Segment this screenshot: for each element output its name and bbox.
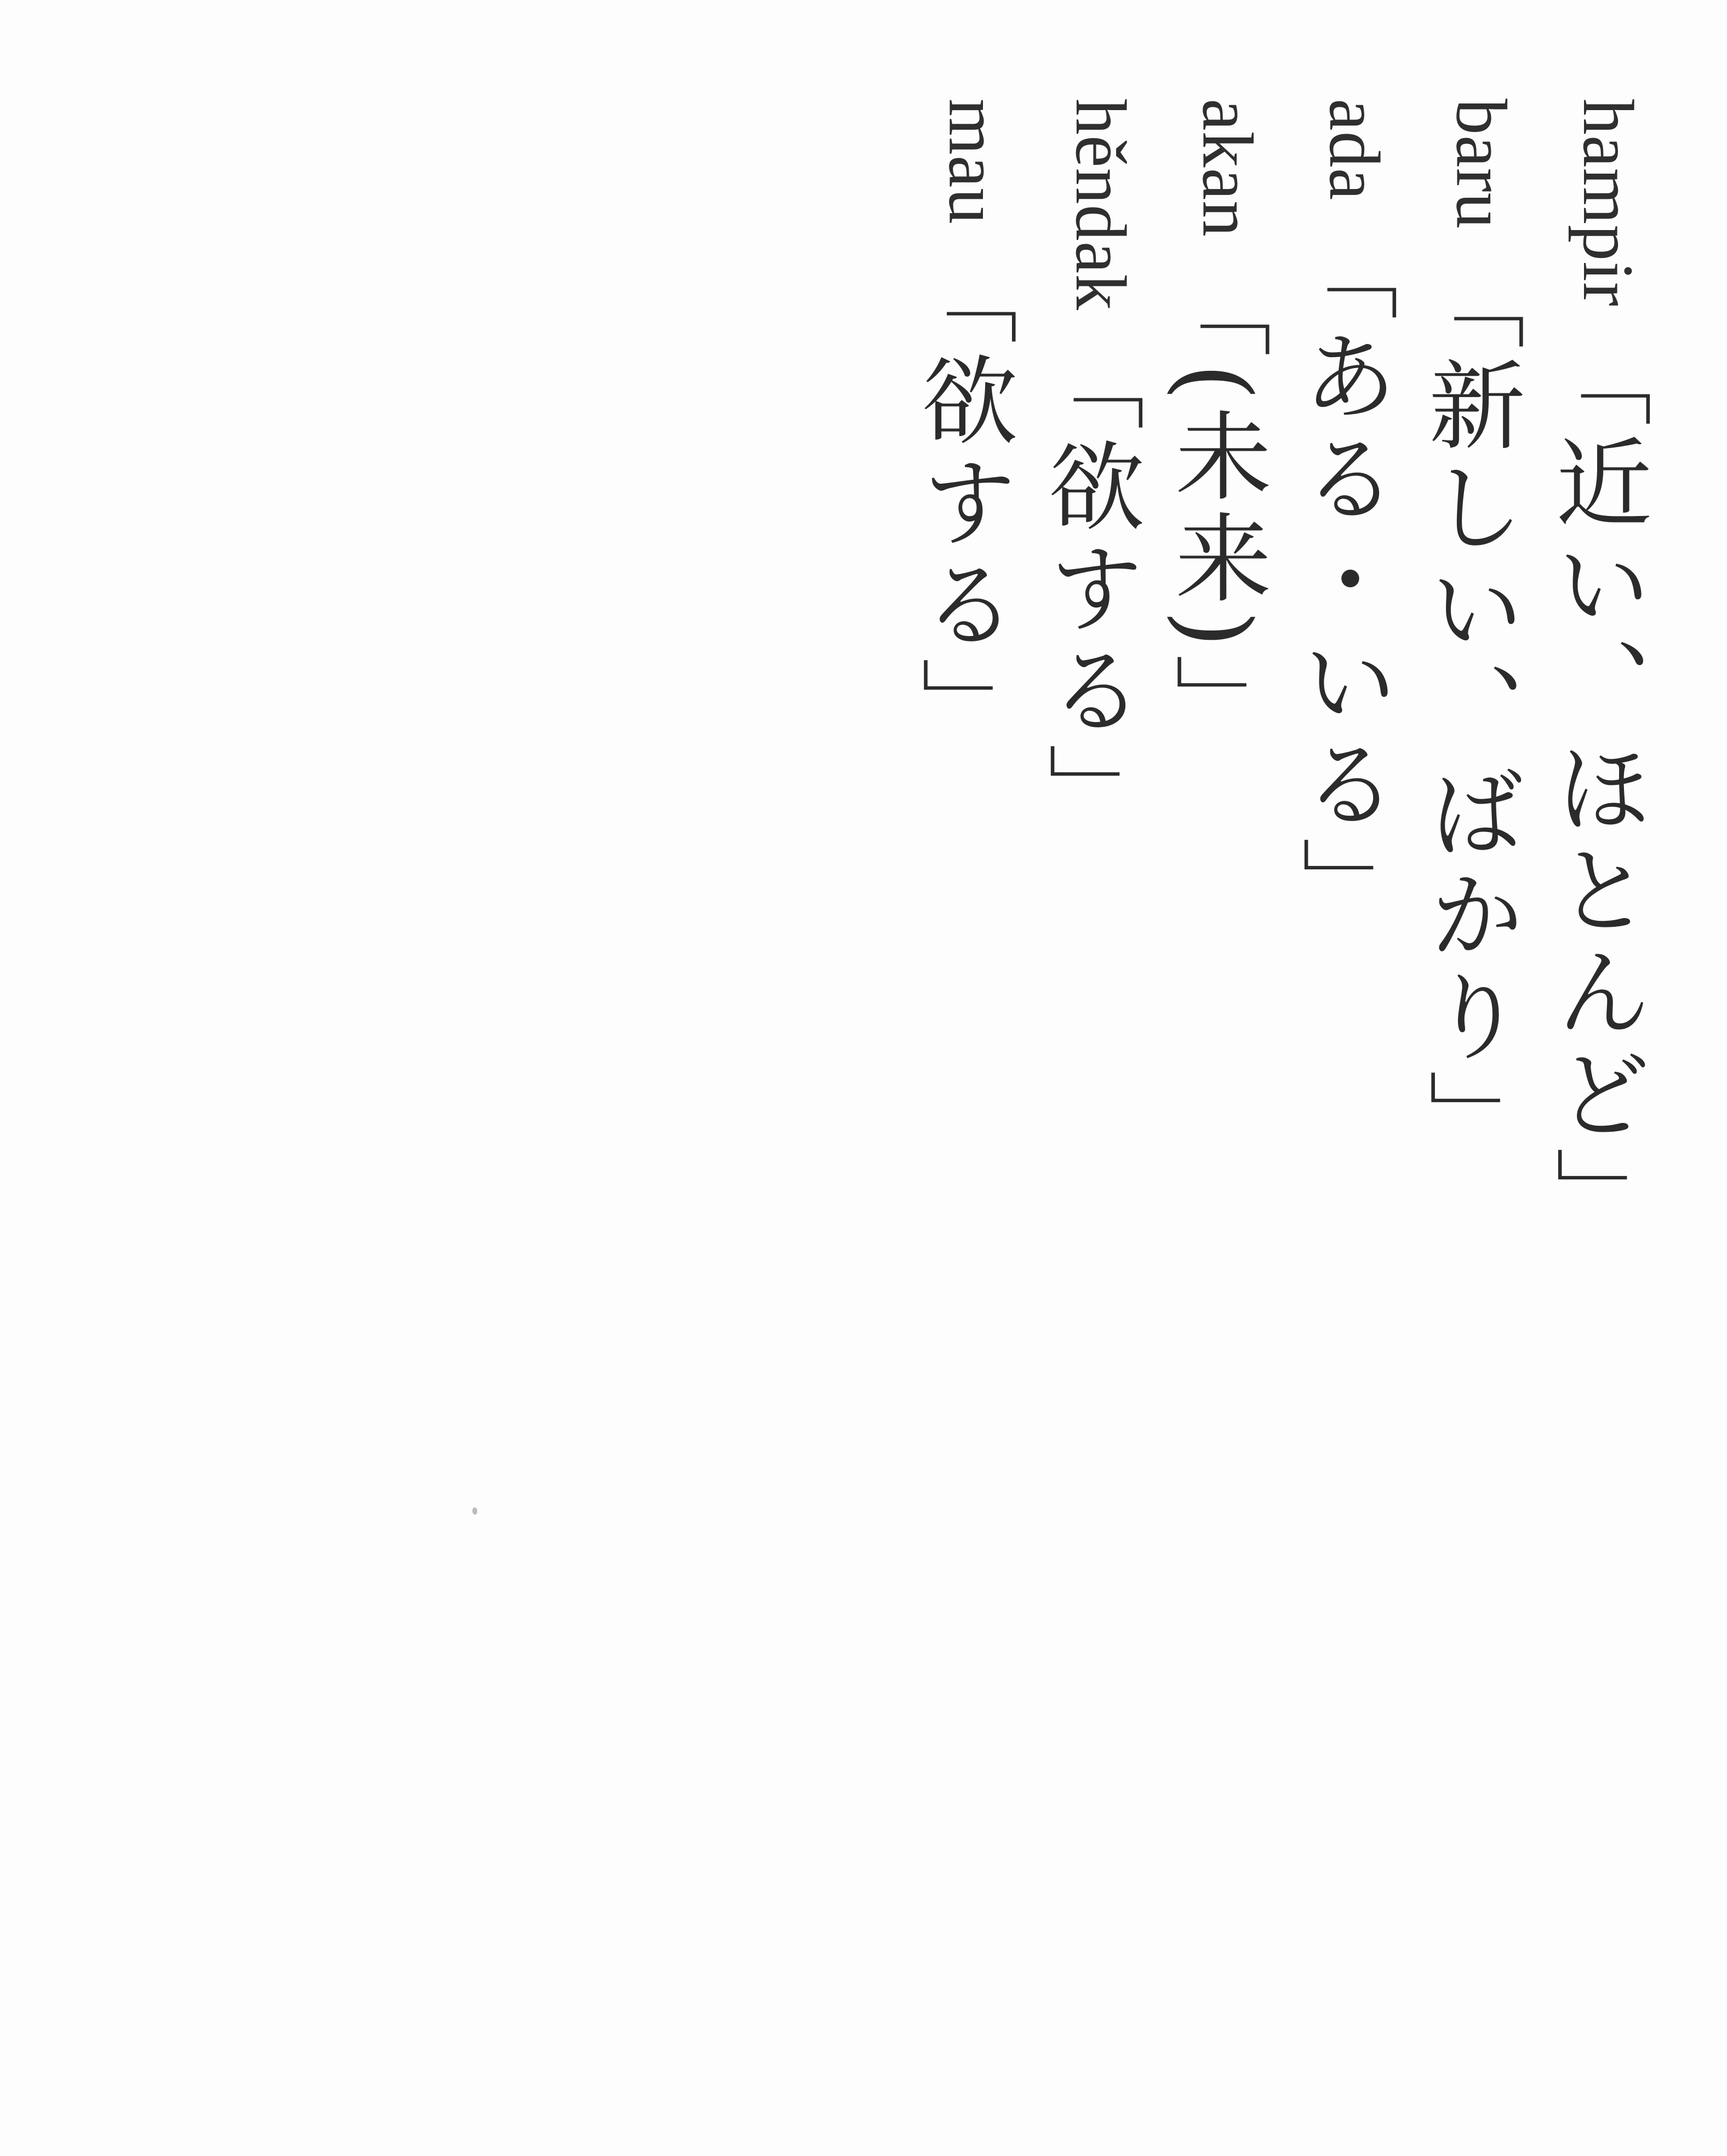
dictionary-entry xyxy=(1159,99,1272,2016)
dictionary-entry xyxy=(905,99,1018,2016)
entry-gloss: 「ある・いる」 xyxy=(1285,225,1398,938)
entry-gloss: 「近い、ほとんど」 xyxy=(1540,330,1652,1248)
ink-speck xyxy=(472,1507,477,1515)
entry-gloss: 「(未来)」 xyxy=(1159,261,1272,755)
entry-romaji: baru xyxy=(1441,99,1522,230)
dictionary-entry xyxy=(1413,99,1525,2016)
entry-romaji: ada xyxy=(1314,99,1395,201)
dictionary-entry xyxy=(1540,99,1652,2016)
entry-romaji: akan xyxy=(1187,99,1268,238)
entry-gloss: 「新しい、ばかり」 xyxy=(1413,253,1525,1171)
entry-gloss: 「欲する」 xyxy=(1032,335,1145,845)
dictionary-entry xyxy=(1032,99,1145,2016)
entry-romaji: mau xyxy=(934,99,1015,225)
entry-romaji: hěndak xyxy=(1060,99,1141,311)
entry-gloss: 「欲する」 xyxy=(905,249,1018,759)
dictionary-entry xyxy=(1285,99,1398,2016)
dictionary-entry-block xyxy=(884,99,1652,2049)
entry-romaji: hampir xyxy=(1568,99,1649,307)
